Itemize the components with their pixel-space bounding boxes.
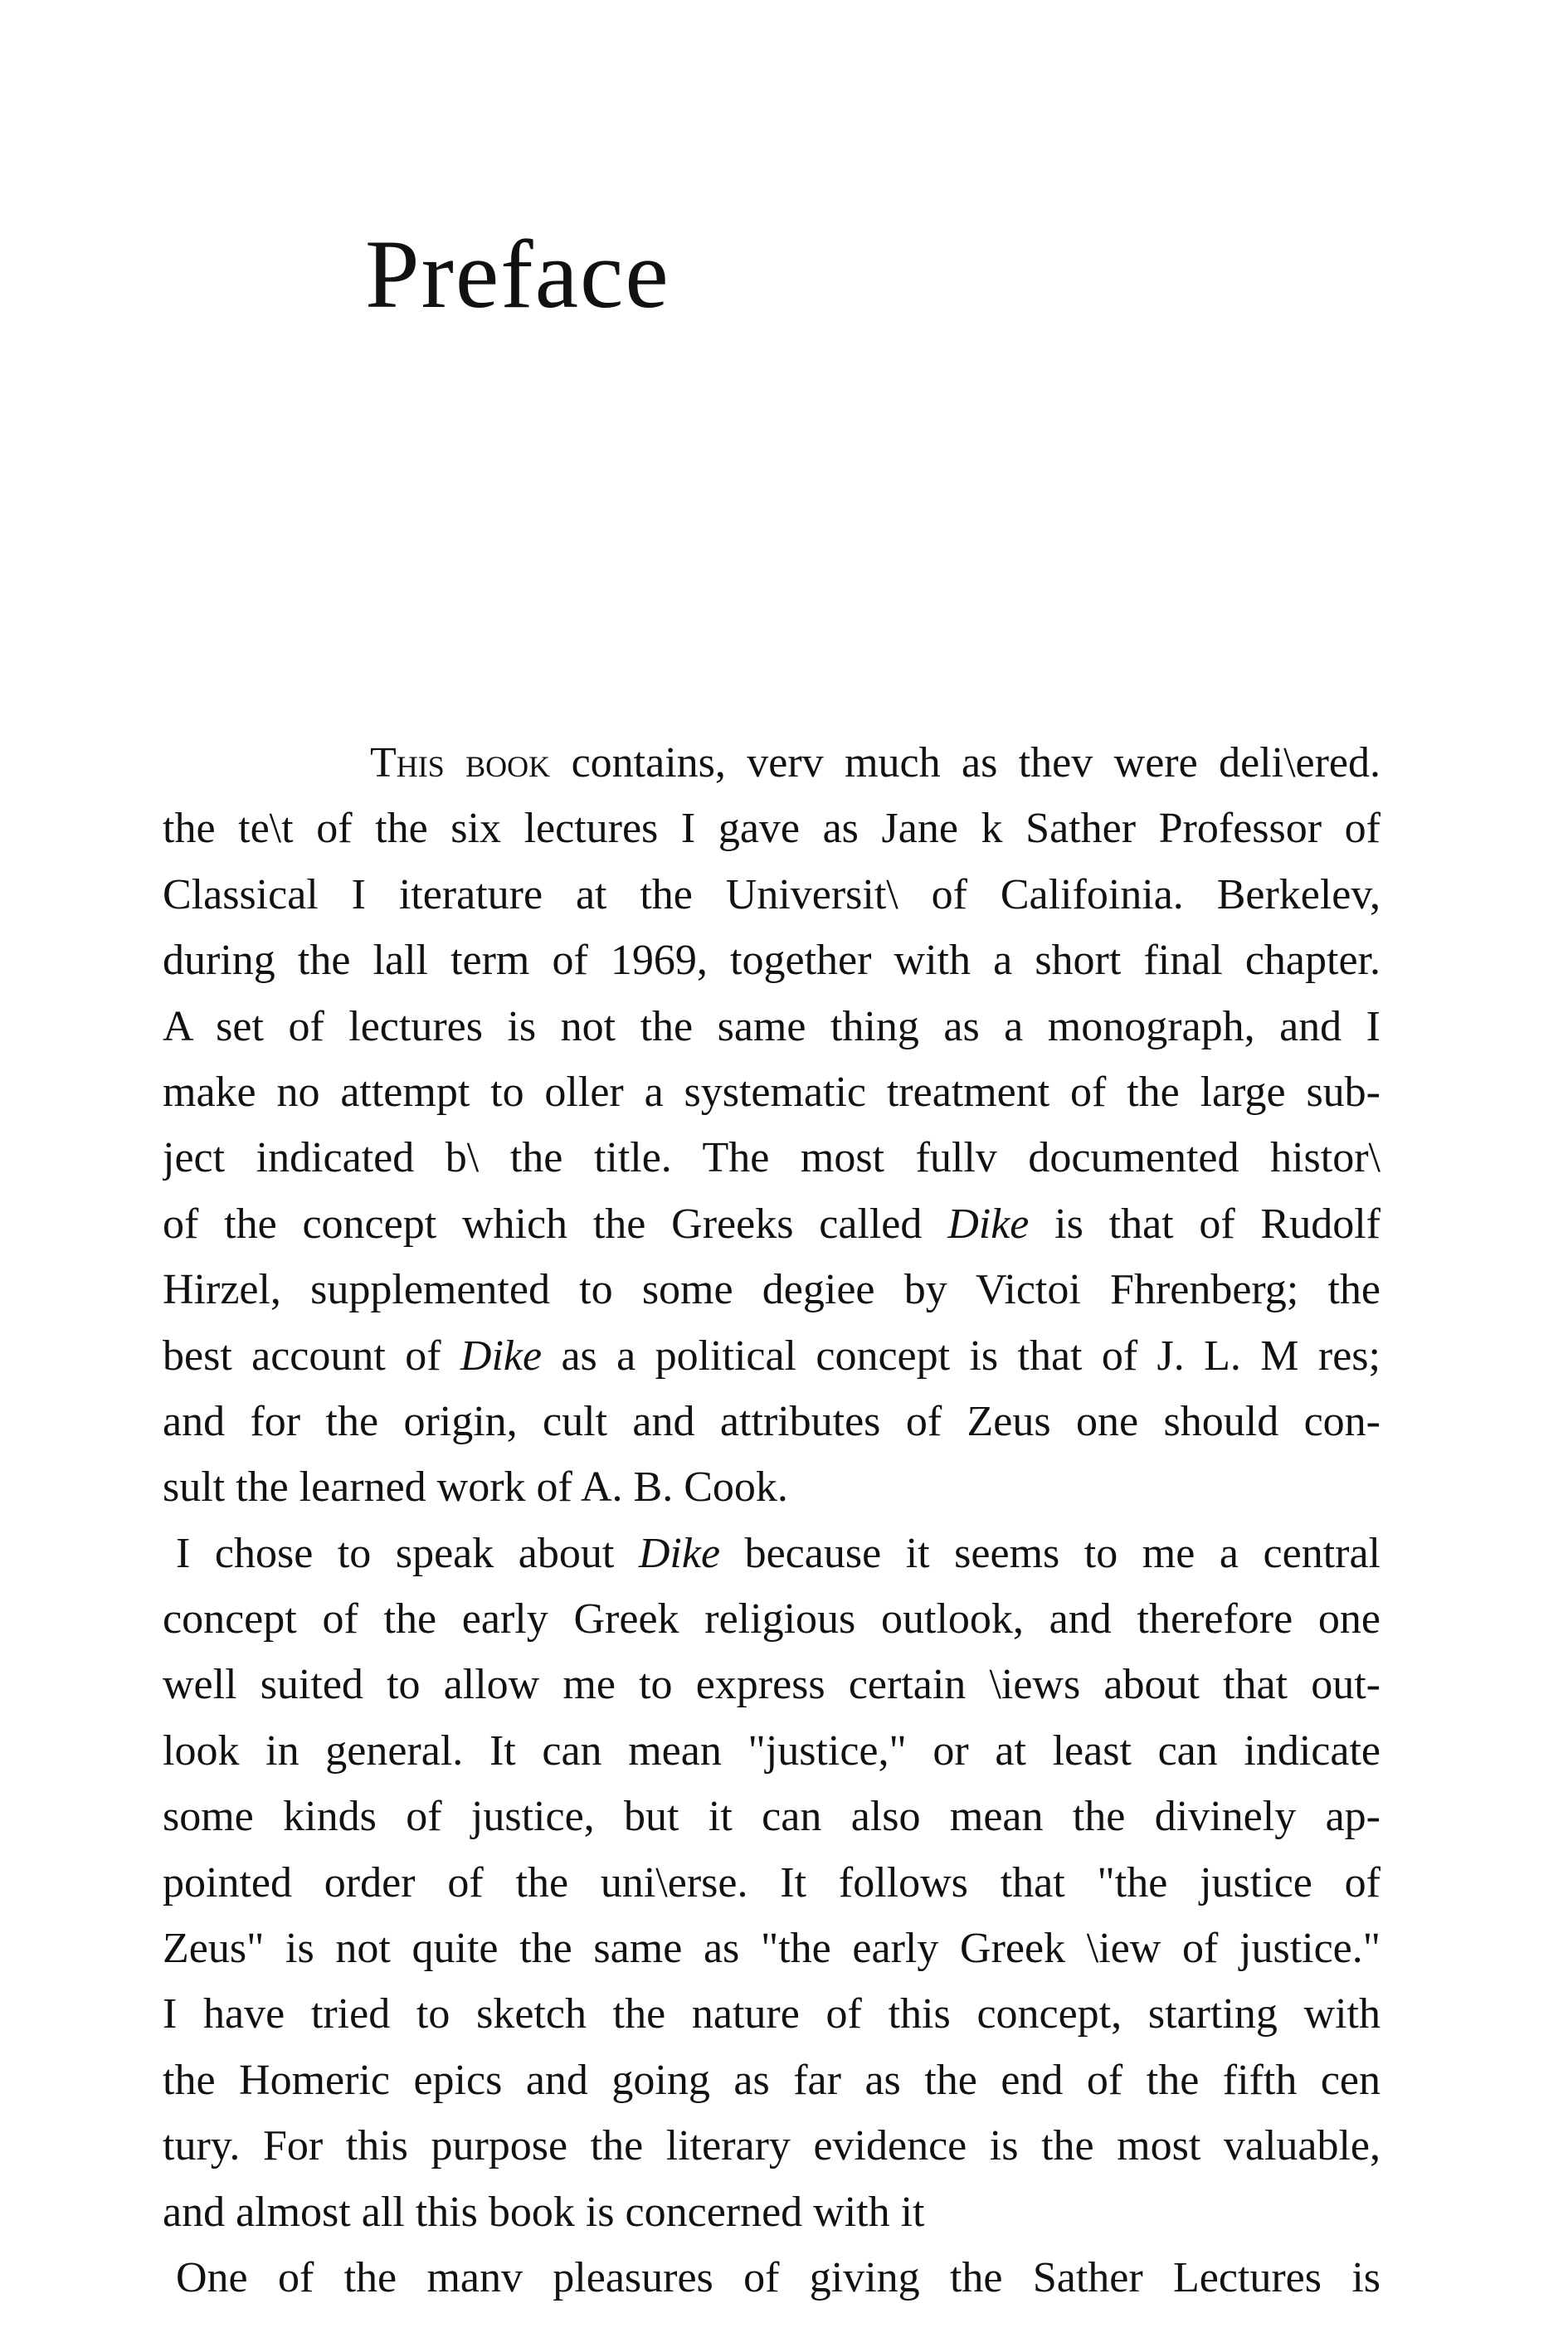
text-line: during the lall term of 1969, together with a short final chapter. (163, 937, 1381, 985)
text-line: make no attempt to oller a systematic treatment of the large sub- (163, 1068, 1381, 1116)
text-line: concept of the early Greek religious outlook, and therefore one (163, 1595, 1381, 1643)
text-line: Hirzel, supplemented to some degiee by Victoi Fhrenberg; the (163, 1266, 1381, 1314)
preface-body (163, 730, 1381, 2311)
text-line: Classical I iterature at the Universit\ of Califoinia. Berkelev, (163, 870, 1381, 918)
text-line: the te\t of the six lectures I gave as Jane k Sather Professor of (163, 805, 1381, 853)
line-text: is that of Rudolf (1029, 1200, 1381, 1248)
text-line: pointed order of the uni\erse. It follows that "the justice of (163, 1858, 1381, 1906)
italic-term: Dike (638, 1529, 721, 1577)
text-line: Zeus" is not quite the same as "the early Greek \iew of justice." (163, 1925, 1381, 1973)
text-line: I have tried to sketch the nature of this concept, starting with (163, 1990, 1381, 2038)
text-line (163, 1191, 1381, 1257)
text-line (163, 1323, 1381, 1389)
text-line: sult the learned work of A. B. Cook. (163, 1463, 788, 1512)
italic-term: Dike (460, 1332, 543, 1380)
text-line: some kinds of justice, but it can also mean the divinely ap- (163, 1793, 1381, 1841)
text-line: well suited to allow me to express certain \iews about that out- (163, 1661, 1381, 1709)
text-line (163, 730, 1381, 796)
line-text: contains, verv much as thev were deli\ered. (550, 739, 1381, 786)
text-line: and almost all this book is concerned with it (163, 2188, 925, 2236)
small-caps-opening: This book (370, 739, 551, 786)
line-text: because it seems to me a central (720, 1529, 1381, 1577)
text-line (163, 1521, 1381, 1586)
text-line: tury. For this purpose the literary evidence is the most valuable, (163, 2122, 1381, 2170)
text-line: the Homeric epics and going as far as the end of the fifth cen (163, 2056, 1381, 2104)
text-line: ject indicated b\ the title. The most fullv documented histor\ (163, 1134, 1381, 1182)
text-line: One of the manv pleasures of giving the Sather Lectures is (176, 2253, 1381, 2301)
line-text: of the concept which the Greeks called (163, 1200, 948, 1248)
text-line: A set of lectures is not the same thing as a monograph, and I (163, 1002, 1381, 1050)
line-text: I chose to speak about (176, 1529, 639, 1577)
text-line: look in general. It can mean "justice," or at least can indicate (163, 1726, 1381, 1775)
italic-term: Dike (947, 1200, 1030, 1248)
text-line: and for the origin, cult and attributes of Zeus one should con- (163, 1397, 1381, 1445)
page-title: Preface (365, 220, 670, 329)
line-text: as a political concept is that of J. L. M res; (542, 1332, 1381, 1380)
line-text: best account of (163, 1332, 460, 1380)
